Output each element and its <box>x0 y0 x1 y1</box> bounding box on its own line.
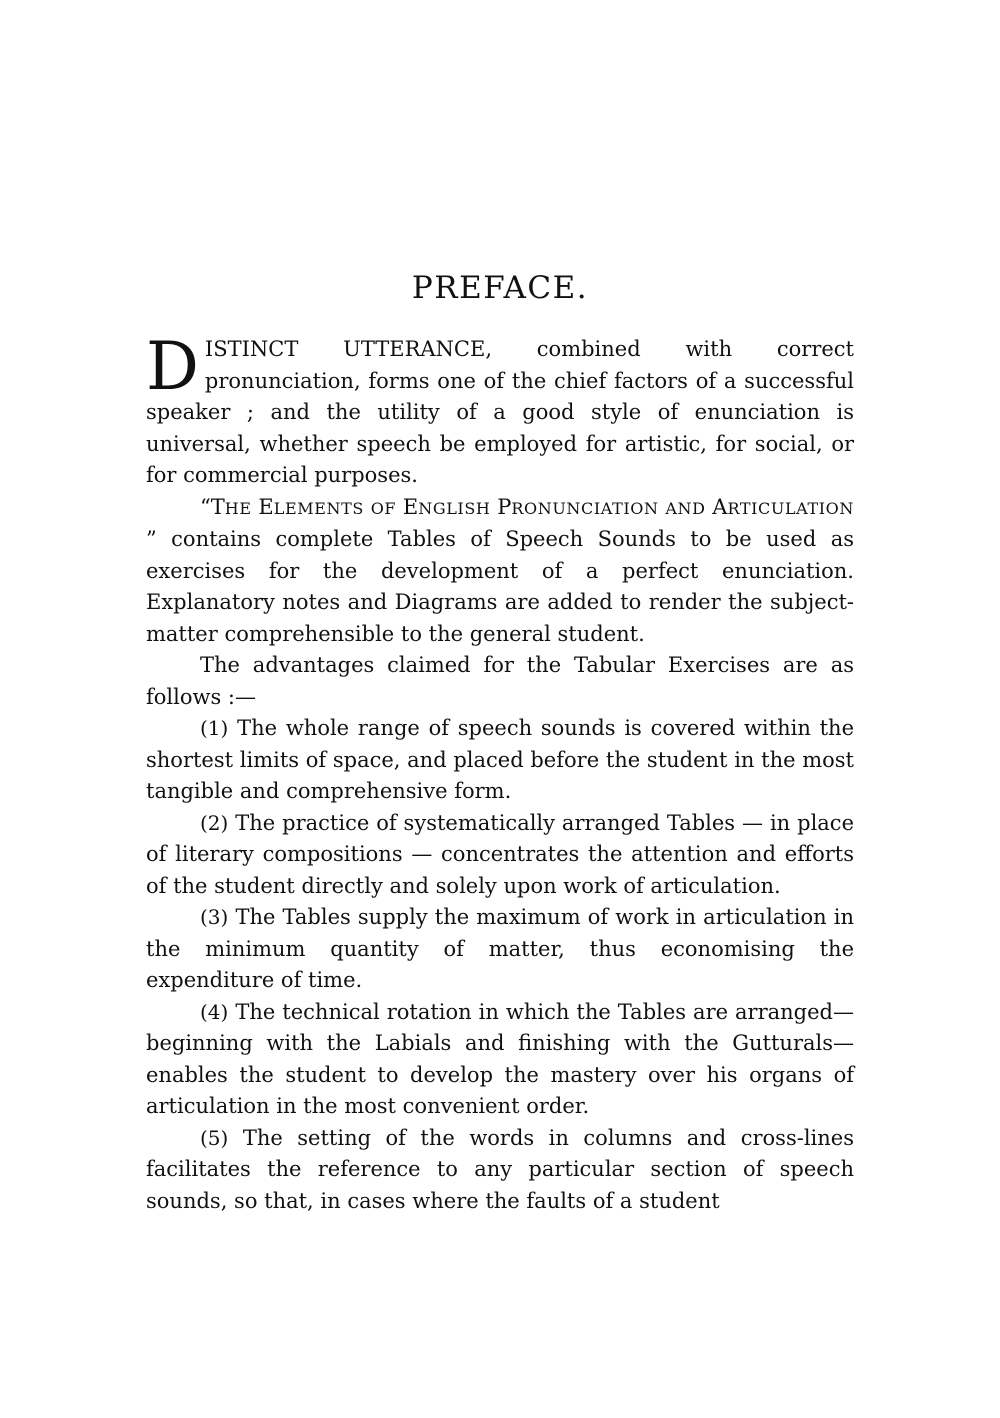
item-number: (2) <box>200 810 229 835</box>
book-title-word: THE <box>210 494 252 519</box>
book-title-word: AND <box>665 498 706 518</box>
item-number: (4) <box>200 999 229 1024</box>
item-text: The setting of the words in columns and cross-lines facilitates the reference to any particular section of speech sounds, so that, in cases where the faults of a student <box>146 1125 854 1213</box>
close-quote: ” <box>146 527 157 551</box>
intro-caps: ISTINCT UTTERANCE, <box>204 337 492 361</box>
preface-body <box>146 328 854 1217</box>
item-number: (1) <box>200 716 229 740</box>
item-number: (3) <box>200 905 229 929</box>
item-text: The whole range of speech sounds is covered within the shortest limits of space, and placed before the student in the most tangible and comprehensive form. <box>146 716 854 803</box>
item-text: The Tables supply the maximum of work in articulation in the minimum quantity of matter, thus economising the expenditure of time. <box>146 905 854 992</box>
item-text: The practice of systematically arranged Tables — in place of literary compositions — concentrates the attention and efforts of the student directly and solely upon work of articulation. <box>146 810 854 898</box>
list-item <box>146 713 854 808</box>
list-item <box>146 997 854 1123</box>
book-title-word: PRONUNCIATION <box>497 494 659 519</box>
book-title-paragraph <box>146 492 854 651</box>
item-text: The technical rotation in which the Tables are arranged—beginning with the Labials and finishing with the Gutturals—enables the student to develop the mastery over his organs of articulation in the most convenient order. <box>146 999 854 1118</box>
book-title-word: ARTICULATION <box>712 494 854 519</box>
intro-text: combined with correct pronunciation, forms one of the chief factors of a successful speaker ; and the utility of a good style of enunciation is universal, whether speech be employed for artistic, for social, or for commercial purposes. <box>146 337 854 487</box>
item-number: (5) <box>200 1125 229 1150</box>
page-title: PREFACE. <box>411 270 589 306</box>
open-quote: “ <box>200 494 211 519</box>
advantages-intro: The advantages claimed for the Tabular Exercises are as follows :— <box>146 653 854 709</box>
book-title-text: contains complete Tables of Speech Sounds to be used as exercises for the development of a perfect enunciation. Explanatory notes and Diagrams are added to render the subject-matter comprehensible to the general student. <box>146 527 854 646</box>
intro-paragraph <box>146 328 854 492</box>
list-item <box>146 808 854 903</box>
list-item <box>146 1123 854 1218</box>
book-title-word: OF <box>370 498 397 518</box>
book-title-word: ELEMENTS <box>258 494 364 519</box>
book-title-word: ENGLISH <box>402 494 491 519</box>
list-item <box>146 902 854 997</box>
drop-cap: D <box>146 328 199 405</box>
